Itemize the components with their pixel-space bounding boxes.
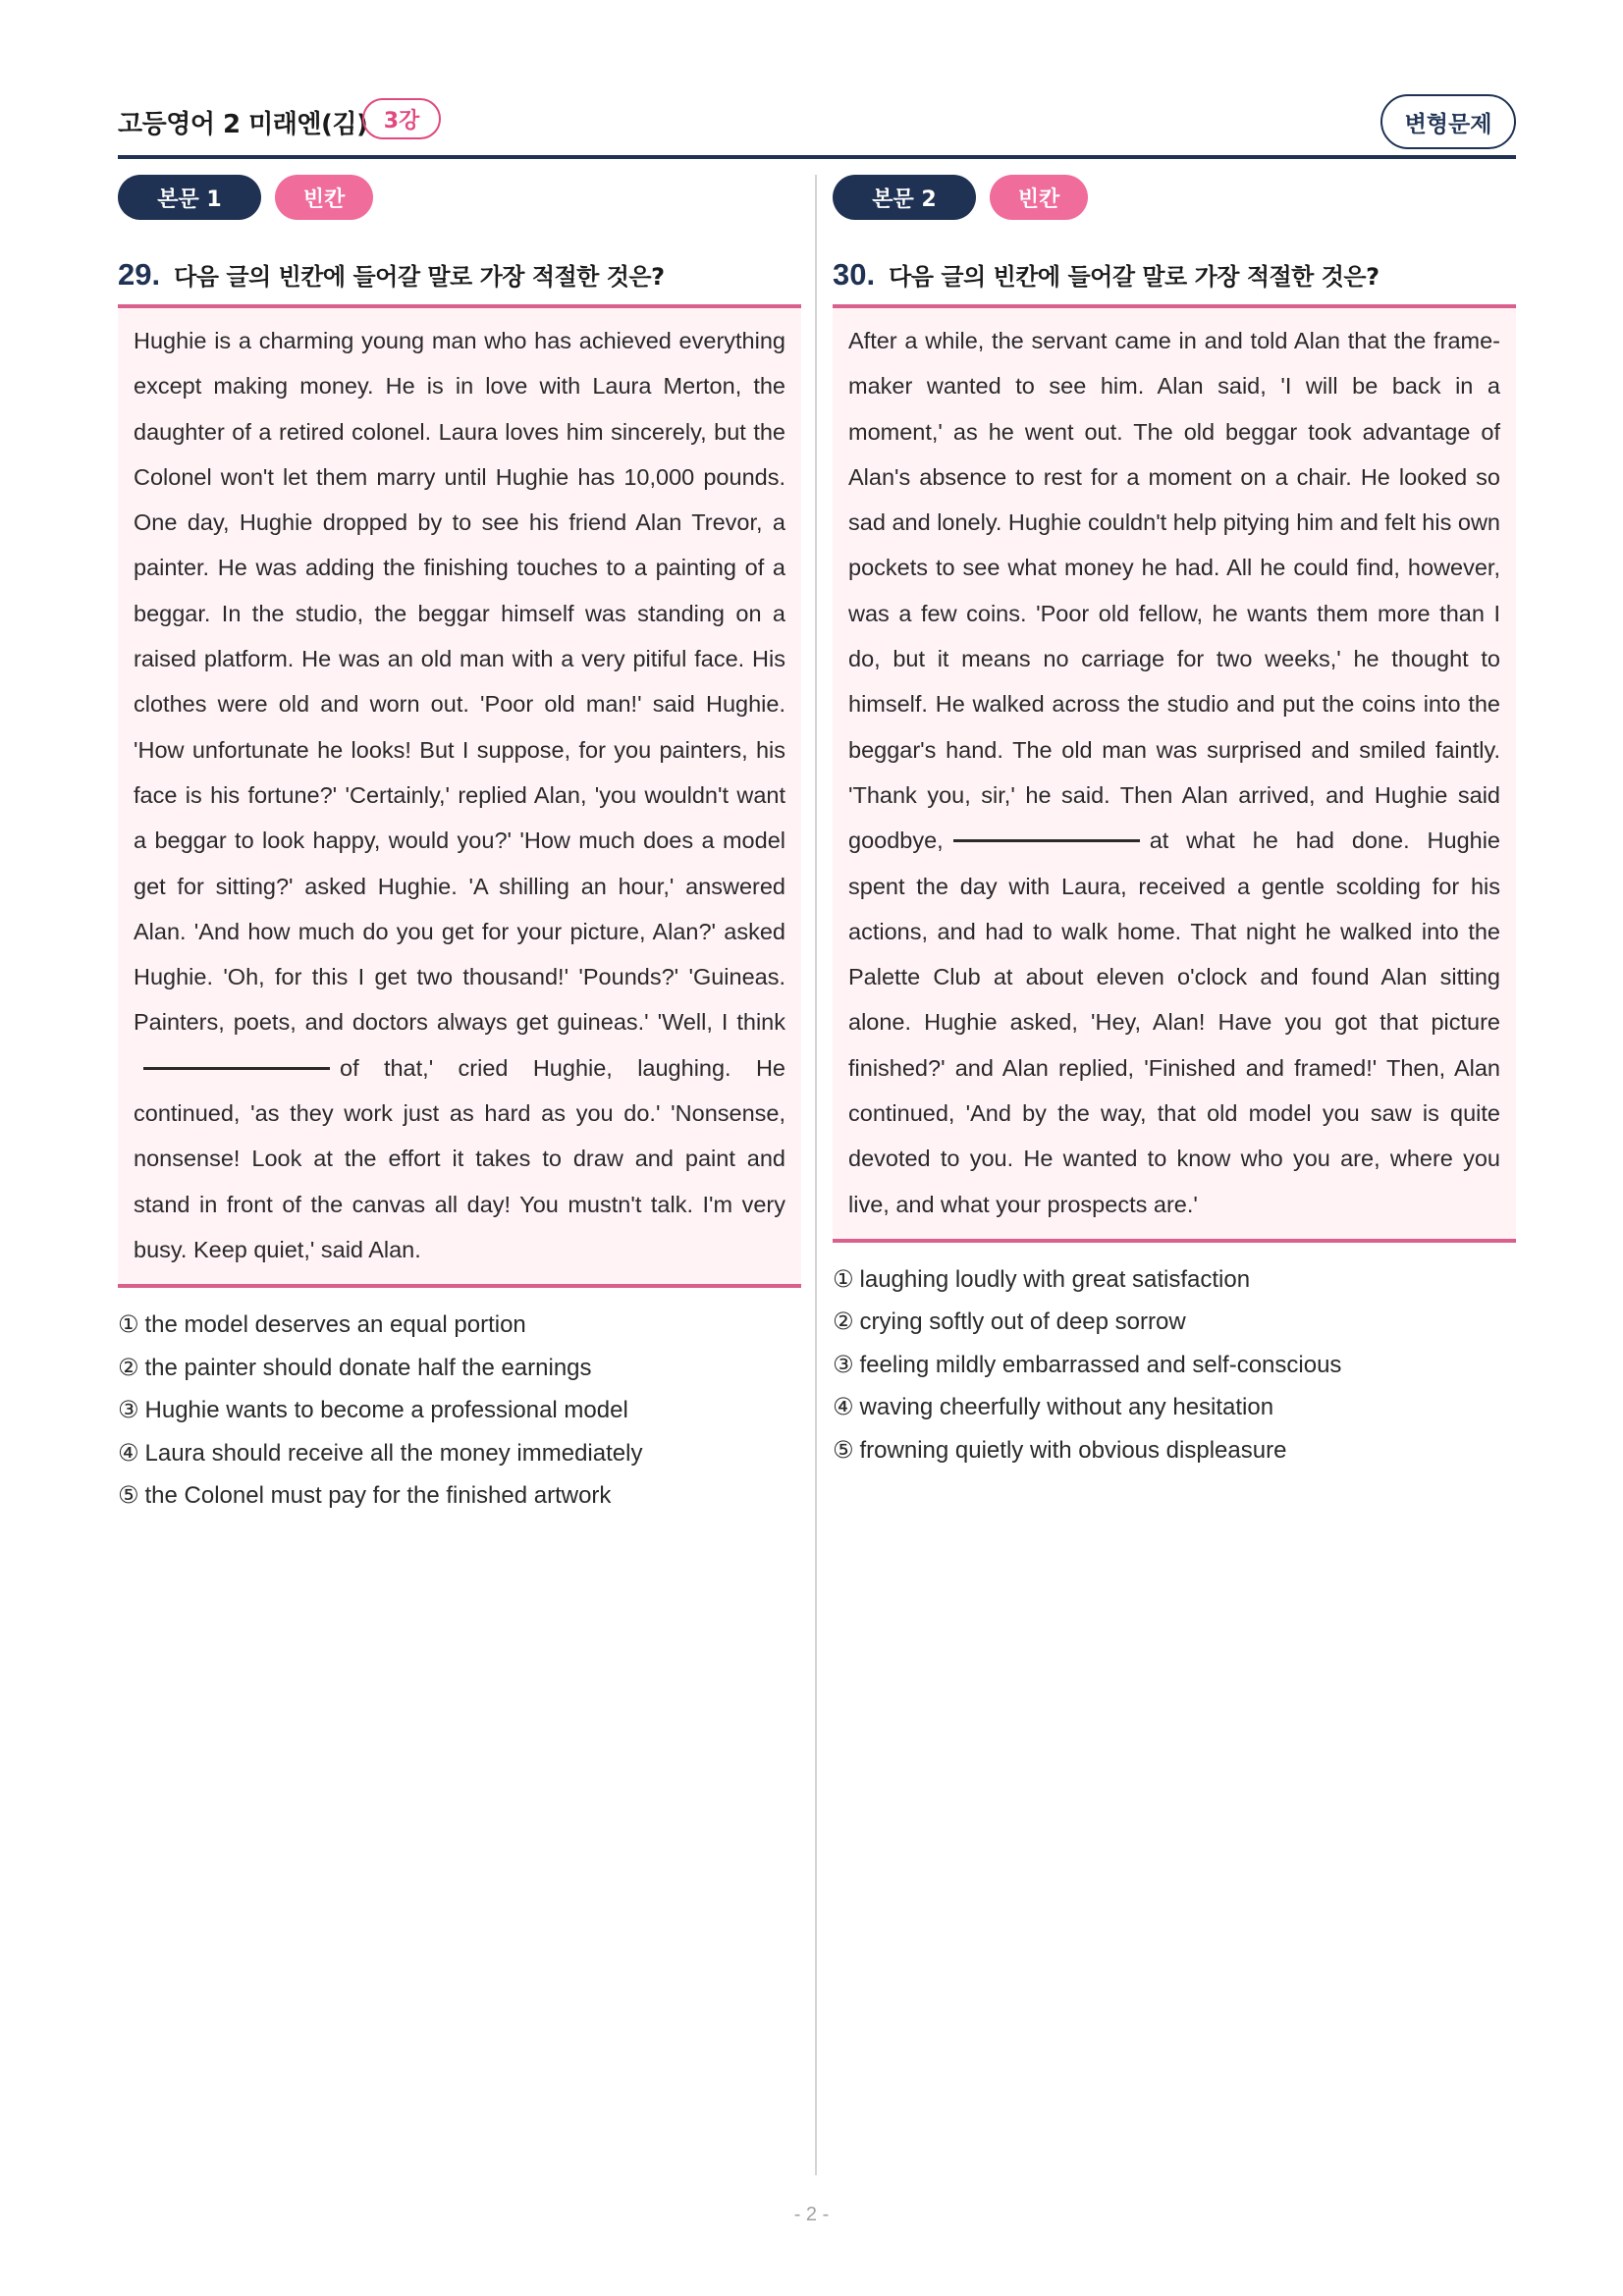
passage-box bbox=[833, 308, 1516, 1239]
answer-option-4[interactable] bbox=[118, 1432, 801, 1475]
option-marker: ③ bbox=[833, 1350, 854, 1378]
option-text: waving cheerfully without any hesitation bbox=[859, 1394, 1274, 1421]
passage-text-after-blank: at what he had done. Hughie spent the day with Laura, received a gentle scolding for his actions, and had to walk home. That night he walked into the Palette Club at about eleven o'clock and found Alan sitting alone. Hughie asked, 'Hey, Alan! Have you got that picture finished?' and Alan replied, 'Finished and framed!' Then, Alan continued, 'And by the way, that old model you saw is quite devoted to you. He wanted to know who you are, where you live, and what your prospects are.' bbox=[848, 828, 1500, 1217]
option-text: the model deserves an equal portion bbox=[144, 1311, 526, 1339]
answer-option-2[interactable] bbox=[833, 1301, 1516, 1344]
tag-row bbox=[833, 175, 1516, 222]
question-30-column bbox=[833, 175, 1516, 1471]
option-text: feeling mildly embarrassed and self-conscious bbox=[859, 1351, 1342, 1378]
blank-type-tag: 빈칸 bbox=[990, 175, 1088, 220]
option-text: the painter should donate half the earnings bbox=[144, 1354, 592, 1381]
lesson-badge: 3강 bbox=[362, 98, 441, 139]
option-marker: ② bbox=[118, 1353, 139, 1381]
blank-type-tag: 빈칸 bbox=[275, 175, 373, 220]
answer-options bbox=[118, 1304, 801, 1518]
option-marker: ④ bbox=[118, 1438, 139, 1467]
book-title: 고등영어 2 미래엔(김) bbox=[118, 110, 368, 139]
tag-row bbox=[118, 175, 801, 222]
question-prompt: 다음 글의 빈칸에 들어갈 말로 가장 적절한 것은? bbox=[174, 263, 665, 291]
header-divider bbox=[118, 155, 1516, 159]
passage-text-before-blank: After a while, the servant came in and told Alan that the frame-maker wanted to see him. Alan said, 'I will be back in a moment,' as he went out. The old beggar took advantage of Alan's absence to rest for a moment on a chair. He looked so sad and lonely. Hughie couldn't help pitying him and felt his own pockets to see what money he had. All he could find, however, was a few coins. 'Poor old fellow, he wants them more than I do, but it means no carriage for two weeks,' he thought to himself. He walked across the studio and put the coins into the beggar's hand. The old man was surprised and smiled faintly. 'Thank you, sir,' he said. Then Alan arrived, and Hughie said goodbye, bbox=[848, 328, 1500, 854]
option-text: laughing loudly with great satisfaction bbox=[859, 1265, 1251, 1293]
passage-text bbox=[134, 318, 785, 1272]
passage-text-before-blank: Hughie is a charming young man who has achieved everything except making money. He is in love with Laura Merton, the daughter of a retired colonel. Laura loves him sincerely, but the Colonel won't let them marry until Hughie has 10,000 pounds. One day, Hughie dropped by to see his friend Alan Trevor, a painter. He was adding the finishing touches to a painting of a beggar. In the studio, the beggar himself was standing on a raised platform. He was an old man with a very pitiful face. His clothes were old and worn out. 'Poor old man!' said Hughie. 'How unfortunate he looks! But I suppose, for you painters, his face is his fortune?' 'Certainly,' replied Alan, 'you wouldn't want a beggar to look happy, would you?' 'How much does a model get for sitting?' asked Hughie. 'A shilling an hour,' answered Alan. 'And how much do you get for your picture, Alan?' asked Hughie. 'Oh, for this I get two thousand!' 'Pounds?' 'Guineas. Painters, poets, and doctors always get guineas.' 'Well, I think bbox=[134, 328, 785, 1036]
option-text: the Colonel must pay for the finished artwork bbox=[144, 1482, 612, 1510]
page-header bbox=[118, 94, 1516, 153]
question-prompt: 다음 글의 빈칸에 들어갈 말로 가장 적절한 것은? bbox=[889, 263, 1380, 291]
answer-option-4[interactable] bbox=[833, 1386, 1516, 1429]
passage-rule bbox=[833, 1239, 1516, 1243]
answer-option-3[interactable] bbox=[118, 1389, 801, 1432]
option-marker: ② bbox=[833, 1308, 854, 1336]
answer-option-5[interactable] bbox=[118, 1474, 801, 1518]
column-divider bbox=[815, 175, 817, 2175]
option-marker: ③ bbox=[118, 1396, 139, 1424]
question-heading bbox=[833, 257, 1516, 300]
option-marker: ① bbox=[118, 1310, 139, 1339]
option-marker: ① bbox=[833, 1264, 854, 1293]
passage-rule bbox=[118, 1284, 801, 1288]
option-text: crying softly out of deep sorrow bbox=[859, 1308, 1186, 1336]
option-text: Laura should receive all the money immediately bbox=[144, 1439, 643, 1467]
passage-box bbox=[118, 308, 801, 1284]
passage-text bbox=[848, 318, 1500, 1227]
question-number: 30. bbox=[833, 257, 876, 292]
answer-blank bbox=[143, 1067, 330, 1070]
answer-option-3[interactable] bbox=[833, 1344, 1516, 1387]
page-number: - 2 - bbox=[793, 2204, 830, 2225]
question-number: 29. bbox=[118, 257, 161, 292]
answer-option-5[interactable] bbox=[833, 1429, 1516, 1472]
question-29-column bbox=[118, 175, 801, 1518]
option-marker: ④ bbox=[833, 1393, 854, 1421]
option-marker: ⑤ bbox=[118, 1481, 139, 1510]
question-type-badge: 변형문제 bbox=[1380, 94, 1516, 149]
option-marker: ⑤ bbox=[833, 1435, 854, 1464]
passage-text-after-blank: of that,' cried Hughie, laughing. He continued, 'as they work just as hard as you do.' 'Nonsense, nonsense! Look at the effort it takes to draw and paint and stand in front of the canvas all day! You mustn't talk. I'm very busy. Keep quiet,' said Alan. bbox=[134, 1054, 785, 1262]
question-heading bbox=[118, 257, 801, 300]
option-text: Hughie wants to become a professional model bbox=[144, 1397, 628, 1424]
passage-tag: 본문 1 bbox=[118, 175, 261, 220]
passage-tag: 본문 2 bbox=[833, 175, 976, 220]
option-text: frowning quietly with obvious displeasure bbox=[859, 1436, 1287, 1464]
answer-option-1[interactable] bbox=[118, 1304, 801, 1347]
answer-option-2[interactable] bbox=[118, 1347, 801, 1390]
answer-options bbox=[833, 1258, 1516, 1472]
answer-option-1[interactable] bbox=[833, 1258, 1516, 1302]
answer-blank bbox=[953, 839, 1140, 842]
